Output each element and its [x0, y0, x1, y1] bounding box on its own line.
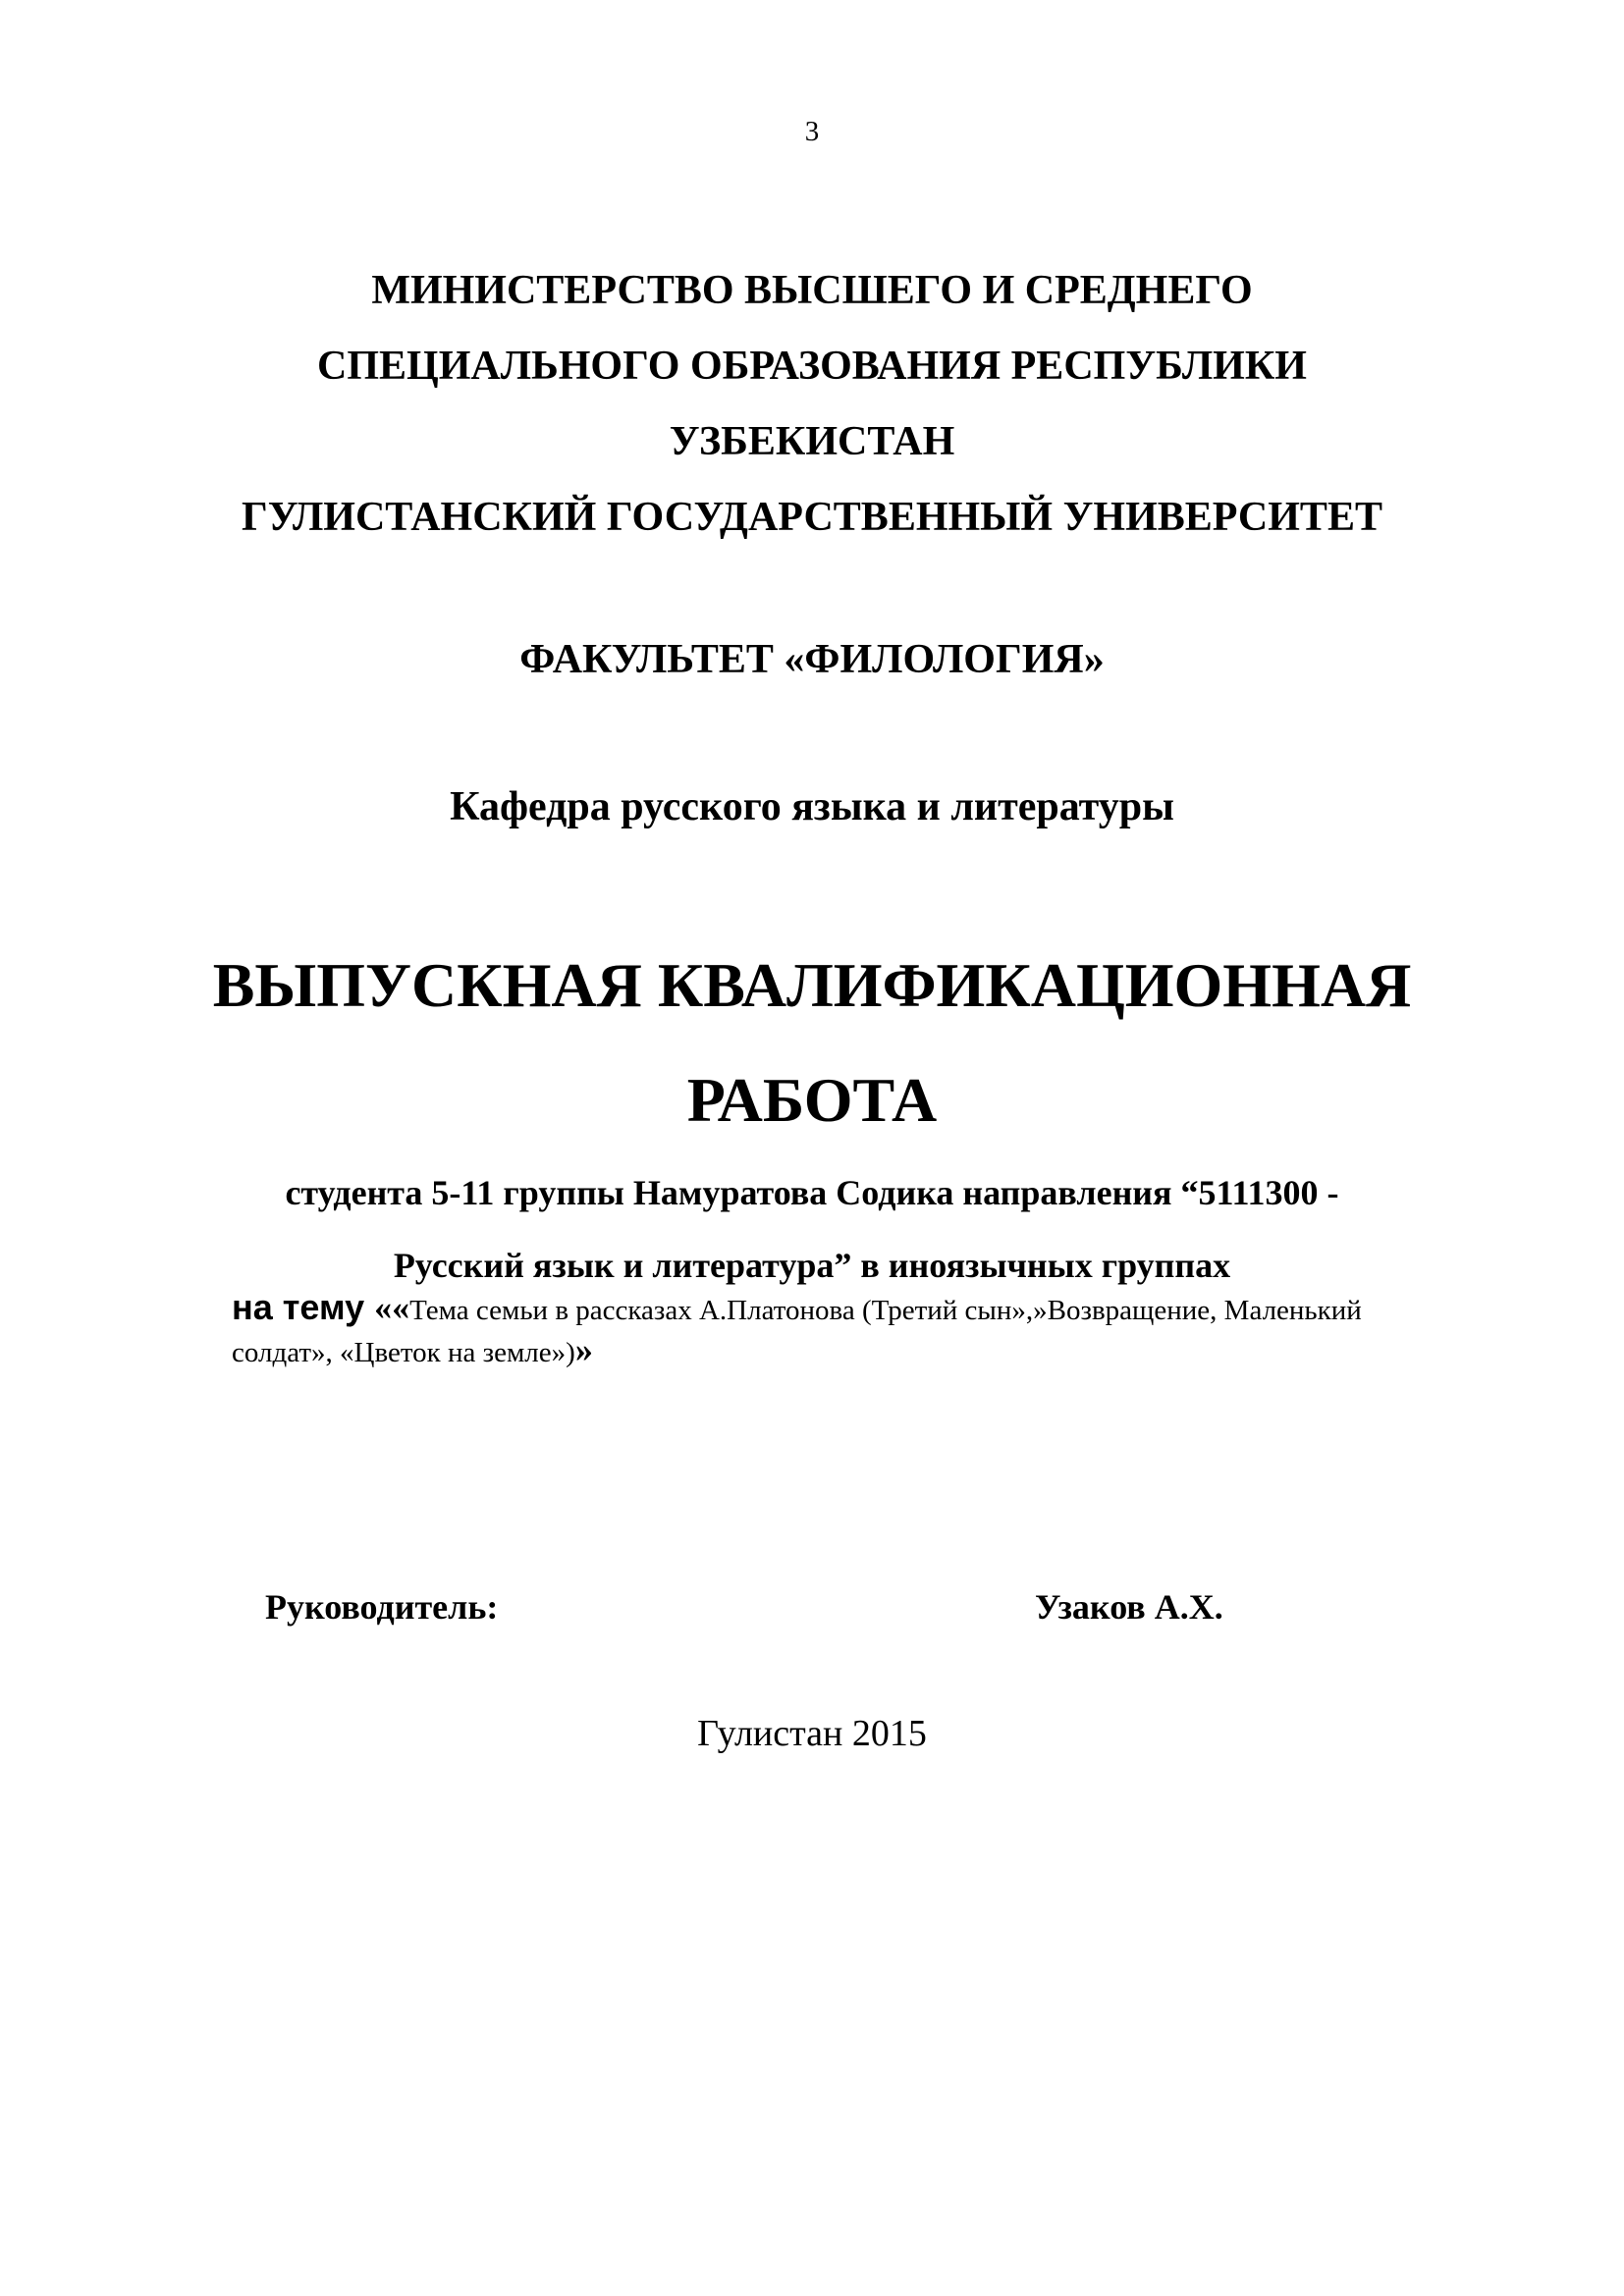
work-title: [0, 928, 1624, 1157]
topic-text-line2: солдат», «Цветок на земле»): [232, 1337, 575, 1368]
faculty-name: ФАКУЛЬТЕТ «ФИЛОЛОГИЯ»: [519, 637, 1105, 682]
ministry-line: УЗБЕКИСТАН: [669, 419, 955, 464]
page-number: 3: [804, 116, 820, 147]
topic-text-line1: Тема семьи в рассказах А.Платонова (Третий сын»,»Возвращение, Маленький: [409, 1295, 1362, 1326]
work-title-line: РАБОТА: [686, 1065, 938, 1135]
city-year: Гулистан 2015: [697, 1713, 927, 1754]
topic-quote-close: »: [574, 1330, 593, 1369]
topic-prefix: на тему: [232, 1287, 375, 1327]
ministry-header: [0, 253, 1624, 556]
topic-quote-open: ««: [374, 1288, 410, 1327]
ministry-line: МИНИСТЕРСТВО ВЫСШЕГО И СРЕДНЕГО: [371, 268, 1253, 313]
topic-line2-wrap: [232, 1330, 1459, 1372]
topic: [232, 1288, 1459, 1372]
supervisor-label: Руководитель:: [265, 1587, 499, 1627]
student-line: Русский язык и литература” в иноязычных группах: [393, 1246, 1231, 1285]
department-name: Кафедра русского языка и литературы: [450, 784, 1174, 829]
university-name: ГУЛИСТАНСКИЙ ГОСУДАРСТВЕННЫЙ УНИВЕРСИТЕТ: [242, 495, 1382, 540]
student-info: [0, 1156, 1624, 1302]
ministry-line: СПЕЦИАЛЬНОГО ОБРАЗОВАНИЯ РЕСПУБЛИКИ: [317, 344, 1307, 389]
student-line: студента 5-11 группы Намуратова Содика направления “5111300 -: [285, 1173, 1339, 1212]
work-title-line: ВЫПУСКНАЯ КВАЛИФИКАЦИОННАЯ: [212, 950, 1412, 1020]
supervisor-name: Узаков А.Х.: [1035, 1587, 1223, 1627]
